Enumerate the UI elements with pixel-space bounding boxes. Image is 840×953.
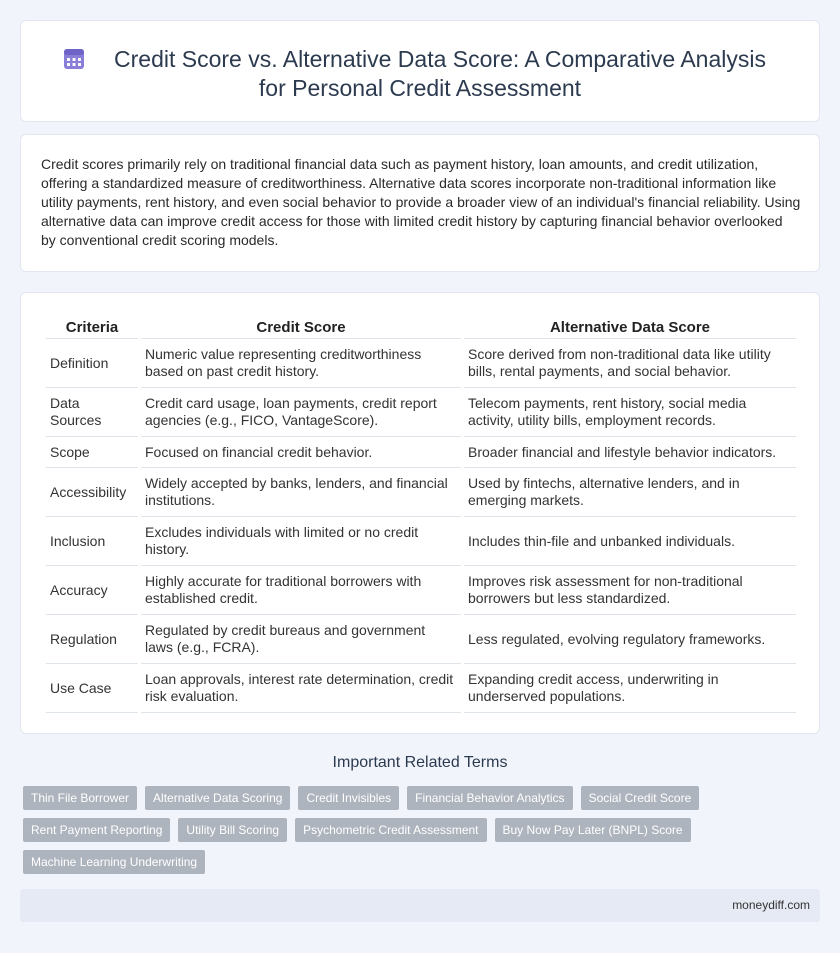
credit-score-cell: Excludes individuals with limited or no credit history. xyxy=(141,517,461,566)
comparison-table xyxy=(43,313,799,713)
related-terms-tags xyxy=(23,786,803,882)
credit-score-cell: Regulated by credit bureaus and government laws (e.g., FCRA). xyxy=(141,615,461,664)
table-row xyxy=(46,468,796,517)
tag-row xyxy=(23,786,803,810)
criteria-cell: Definition xyxy=(46,339,138,388)
footer-site-link[interactable]: moneydiff.com xyxy=(732,898,810,912)
related-term-tag[interactable]: Credit Invisibles xyxy=(298,786,399,810)
criteria-cell: Use Case xyxy=(46,664,138,713)
criteria-cell: Accessibility xyxy=(46,468,138,517)
page-title xyxy=(21,45,819,103)
criteria-cell: Scope xyxy=(46,437,138,468)
table-row xyxy=(46,664,796,713)
title-card xyxy=(20,20,820,122)
comparison-table-card xyxy=(20,292,820,734)
table-row xyxy=(46,615,796,664)
page-title-line-1: Credit Score vs. Alternative Data Score: A Comparative Analysis xyxy=(114,46,766,72)
alternative-score-cell: Less regulated, evolving regulatory frameworks. xyxy=(464,615,796,664)
table-row xyxy=(46,339,796,388)
footer xyxy=(20,889,820,922)
alternative-score-cell: Expanding credit access, underwriting in underserved populations. xyxy=(464,664,796,713)
header-credit-score: Credit Score xyxy=(141,313,461,339)
alternative-score-cell: Used by fintechs, alternative lenders, and in emerging markets. xyxy=(464,468,796,517)
related-term-tag[interactable]: Social Credit Score xyxy=(581,786,700,810)
tag-row xyxy=(23,818,803,842)
alternative-score-cell: Score derived from non-traditional data like utility bills, rental payments, and social behavior. xyxy=(464,339,796,388)
related-term-tag[interactable]: Rent Payment Reporting xyxy=(23,818,170,842)
related-term-tag[interactable]: Machine Learning Underwriting xyxy=(23,850,205,874)
header-alternative-score: Alternative Data Score xyxy=(464,313,796,339)
related-term-tag[interactable]: Thin File Borrower xyxy=(23,786,137,810)
credit-score-cell: Focused on financial credit behavior. xyxy=(141,437,461,468)
criteria-cell: Data Sources xyxy=(46,388,138,437)
related-term-tag[interactable]: Financial Behavior Analytics xyxy=(407,786,572,810)
credit-score-cell: Highly accurate for traditional borrowers with established credit. xyxy=(141,566,461,615)
alternative-score-cell: Broader financial and lifestyle behavior indicators. xyxy=(464,437,796,468)
criteria-cell: Accuracy xyxy=(46,566,138,615)
intro-paragraph: Credit scores primarily rely on traditional financial data such as payment history, loan amounts, and credit utilization, offering a standardized measure of creditworthiness. Alternative data scores incorporate non-traditional information like utility payments, rent history, and even social behavior to provide a broader view of an individual's financial reliability. Using alternative data can improve credit access for those with limited credit history by capturing financial behavior overlooked by conventional credit scoring models. xyxy=(41,156,801,248)
table-header-row xyxy=(46,313,796,339)
criteria-cell: Regulation xyxy=(46,615,138,664)
credit-score-cell: Loan approvals, interest rate determination, credit risk evaluation. xyxy=(141,664,461,713)
alternative-score-cell: Improves risk assessment for non-traditional borrowers but less standardized. xyxy=(464,566,796,615)
header-criteria: Criteria xyxy=(46,313,138,339)
related-terms-title: Important Related Terms xyxy=(332,754,508,771)
related-term-tag[interactable]: Alternative Data Scoring xyxy=(145,786,290,810)
page-title-line-2: for Personal Credit Assessment xyxy=(258,75,582,101)
related-term-tag[interactable]: Psychometric Credit Assessment xyxy=(295,818,486,842)
intro-card xyxy=(20,134,820,272)
related-term-tag[interactable]: Buy Now Pay Later (BNPL) Score xyxy=(495,818,691,842)
tag-row xyxy=(23,850,803,874)
credit-score-cell: Numeric value representing creditworthiness based on past credit history. xyxy=(141,339,461,388)
related-term-tag[interactable]: Utility Bill Scoring xyxy=(178,818,287,842)
credit-score-cell: Credit card usage, loan payments, credit report agencies (e.g., FICO, VantageScore). xyxy=(141,388,461,437)
table-row xyxy=(46,388,796,437)
credit-score-cell: Widely accepted by banks, lenders, and financial institutions. xyxy=(141,468,461,517)
table-row xyxy=(46,517,796,566)
alternative-score-cell: Includes thin-file and unbanked individuals. xyxy=(464,517,796,566)
table-row xyxy=(46,566,796,615)
alternative-score-cell: Telecom payments, rent history, social media activity, utility bills, employment records. xyxy=(464,388,796,437)
criteria-cell: Inclusion xyxy=(46,517,138,566)
table-row xyxy=(46,437,796,468)
